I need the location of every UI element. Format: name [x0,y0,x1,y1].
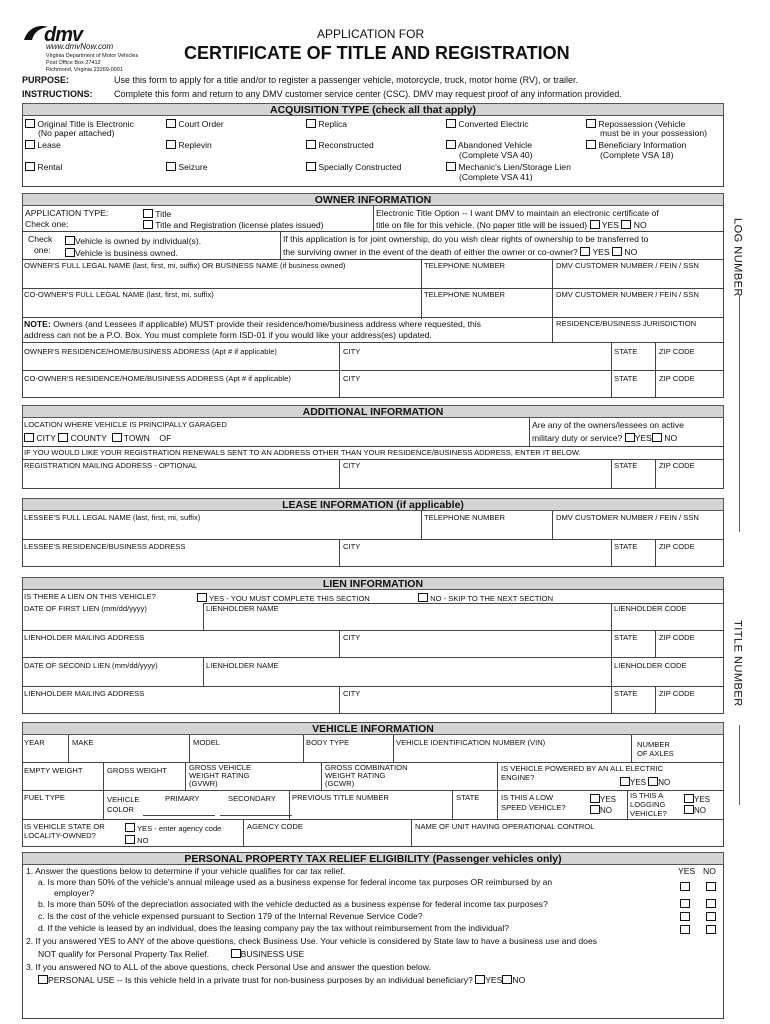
acq-abandoned-sub: (Complete VSA 40) [459,150,533,160]
gross-weight-label: GROSS WEIGHT [107,766,167,775]
gvwr-label-3: (GVWR) [189,779,218,788]
low-speed-yes-checkbox[interactable] [590,794,600,803]
lessee-telephone-label: TELEPHONE NUMBER [424,513,506,522]
military-text-1: Are any of the owners/lessees on active [532,420,684,430]
location-options[interactable]: CITY COUNTY TOWN OF [24,433,171,444]
joint-no-checkbox[interactable] [612,247,622,256]
seizure-checkbox[interactable] [166,162,176,171]
tax-q3: 3. If you answered NO to ALL of the above questions, check Personal Use and answer the question below. [26,962,431,972]
qa-yes-checkbox[interactable] [680,882,690,891]
low-speed-options[interactable]: YES NO [590,794,616,816]
body-label: BODY TYPE [306,738,350,747]
acq-reconstructed[interactable]: Reconstructed [306,140,374,151]
qc-no-checkbox[interactable] [706,912,716,921]
first-holder-code-label: LIENHOLDER CODE [614,604,687,613]
tax-yes-header: YES [678,866,696,876]
owner-addr-label: OWNER'S RESIDENCE/HOME/BUSINESS ADDRESS (Apt # if applicable) [24,347,277,356]
lien-question: IS THERE A LIEN ON THIS VEHICLE? [24,592,156,601]
vin-label: VEHICLE IDENTIFICATION NUMBER (VIN) [396,738,546,747]
tax-qc: c. Is the cost of the vehicle expensed pursuant to Section 179 of the Internal Revenue Service Code? [38,911,423,921]
additional-header: ADDITIONAL INFORMATION [22,405,724,418]
trust-yes-checkbox[interactable] [475,975,485,984]
coowner-addr-label: CO-OWNER'S RESIDENCE/HOME/BUSINESS ADDRESS (Apt # if applicable) [24,374,291,383]
tax-qd: d. If the vehicle is leased by an individual, does the leasing company pay the tax without reimbursement from the individual? [38,923,510,933]
joint-text-1: If this application is for joint ownership, do you wish clear rights of ownership to be transferred to [283,234,649,244]
lien-header: LIEN INFORMATION [22,577,724,590]
owner-city-label: CITY [343,347,361,356]
telephone-label: TELEPHONE NUMBER [424,261,506,270]
app-type-label: APPLICATION TYPE: [25,208,109,218]
loc-town-checkbox[interactable] [112,433,122,442]
coowner-city-label: CITY [343,374,361,383]
logging-options[interactable]: YES NO [684,794,710,816]
owner-header: OWNER INFORMATION [22,193,724,206]
first-holder-zip-label: ZIP CODE [659,633,695,642]
gvwr-label-1: GROSS VEHICLE [189,763,252,772]
agency-city: Richmond, Virginia 23269-0001 [46,67,123,73]
trust-no-checkbox[interactable] [502,975,512,984]
electric-options[interactable]: YES NO [620,777,670,788]
year-label: YEAR [24,738,45,747]
second-holder-zip-label: ZIP CODE [659,689,695,698]
qa-no-checkbox[interactable] [706,882,716,891]
locality-no-checkbox[interactable] [125,835,135,844]
first-holder-addr-label: LIENHOLDER MAILING ADDRESS [24,633,145,642]
prev-title-label: PREVIOUS TITLE NUMBER [292,793,389,802]
gcwr-label-1: GROSS COMBINATION [325,763,408,772]
acq-repo-sub: must be in your possession) [600,128,707,138]
agency-code-label: AGENCY CODE [247,822,303,831]
note-text-1: NOTE: Owners (and Lessees if applicable) MUST provide their residence/home/business address where requested, this [24,319,481,329]
title-reg-checkbox[interactable] [143,220,153,229]
logging-label-2: LOGGING [630,800,666,809]
coowner-state-label: STATE [614,374,638,383]
title-number-label: TITLE NUMBER [731,620,744,707]
loc-county-checkbox[interactable] [58,433,68,442]
co-telephone-label: TELEPHONE NUMBER [424,290,506,299]
tax-qa-2: employer? [54,888,95,898]
acq-abandoned[interactable]: Abandoned Vehicle [446,140,532,151]
jurisdiction-label: RESIDENCE/BUSINESS JURISDICTION [556,319,697,328]
tax-qa-1: a. Is more than 50% of the vehicle's annual mileage used as a business expense for federal income tax purposes OR reimbursed by an [38,877,553,887]
acq-court[interactable]: Court Order [166,119,224,130]
individual-checkbox[interactable] [65,236,75,245]
lease-checkbox[interactable] [25,140,35,149]
gcwr-label-3: (GCWR) [325,779,355,788]
owner-zip-label: ZIP CODE [659,347,695,356]
lessee-addr-label: LESSEE'S RESIDENCE/BUSINESS ADDRESS [24,542,186,551]
one-label: one: [34,245,51,255]
acq-mechanics[interactable]: Mechanic's Lien/Storage Lien [446,162,571,173]
electric-label-2: ENGINE? [501,773,535,782]
model-label: MODEL [193,738,221,747]
qb-no-checkbox[interactable] [706,899,716,908]
acq-converted[interactable]: Converted Electric [446,119,529,130]
etitle-text-2: title on file for this vehicle. (No paper title will be issued) YES NO [376,220,647,230]
second-holder-addr-label: LIENHOLDER MAILING ADDRESS [24,689,145,698]
joint-yes-checkbox[interactable] [580,247,590,256]
first-holder-city-label: CITY [343,633,361,642]
make-label: MAKE [72,738,94,747]
lessee-city-label: CITY [343,542,361,551]
log-number-label: LOG NUMBER [731,218,744,297]
qc-yes-checkbox[interactable] [680,912,690,921]
logo-text: dmv [44,24,83,46]
lessee-state-label: STATE [614,542,638,551]
acq-mechanics-sub: (Complete VSA 41) [459,172,533,182]
acq-beneficiary-sub: (Complete VSA 18) [600,150,674,160]
logging-yes-checkbox[interactable] [684,794,694,803]
acq-beneficiary[interactable]: Beneficiary Information [586,140,686,151]
tax-personal: PERSONAL USE -- Is this vehicle held in a private trust for non-business purposes by an individual beneficiary? YES NO [38,975,525,986]
acq-lease[interactable]: Lease [25,140,61,151]
customer-num-label: DMV CUSTOMER NUMBER / FEIN / SSN [556,261,699,270]
logging-label-3: VEHICLE? [630,809,667,818]
etitle-text-1: Electronic Title Option -- I want DMV to maintain an electronic certificate of [376,208,659,218]
instructions-text: Complete this form and return to any DMV customer service center (CSC). DMV may request proof of any information provided. [114,89,622,99]
low-speed-label-1: IS THIS A LOW [501,793,554,802]
business-option[interactable]: Vehicle is business owned. [65,248,178,259]
electric-yes-checkbox[interactable] [620,777,630,786]
axles-label-2: OF AXLES [637,749,674,758]
gvwr-label-2: WEIGHT RATING [189,771,250,780]
mailing-state-label: STATE [614,461,638,470]
secondary-label: SECONDARY [228,794,276,803]
po-box: Post Office Box 27412 [46,60,101,66]
prev-state-label: STATE [456,793,480,802]
tax-header: PERSONAL PROPERTY TAX RELIEF ELIGIBILITY (Passenger vehicles only) [22,852,724,865]
title-reg-option[interactable]: Title and Registration (license plates issued) [143,220,324,231]
first-lien-date-label: DATE OF FIRST LIEN (mm/dd/yyyy) [24,604,147,613]
reconstructed-checkbox[interactable] [306,140,316,149]
military-no-checkbox[interactable] [652,433,662,442]
low-speed-no-checkbox[interactable] [590,805,600,814]
lien-yes-option[interactable]: YES - YOU MUST COMPLETE THIS SECTION [197,593,370,604]
specially-checkbox[interactable] [306,162,316,171]
replevin-checkbox[interactable] [166,140,176,149]
axles-label-1: NUMBER [637,740,670,749]
acq-original[interactable]: Original Title is Electronic [25,119,134,130]
locality-yes-option[interactable]: YES - enter agency code [125,823,221,834]
acq-seizure[interactable]: Seizure [166,162,208,173]
lien-no-option[interactable]: NO - SKIP TO THE NEXT SECTION [418,593,553,604]
low-speed-label-2: SPEED VEHICLE? [501,803,566,812]
instructions-label: INSTRUCTIONS: [22,89,93,99]
vehicle-header: VEHICLE INFORMATION [22,722,724,735]
co-customer-num-label: DMV CUSTOMER NUMBER / FEIN / SSN [556,290,699,299]
mailing-city-label: CITY [343,461,361,470]
acq-specially[interactable]: Specially Constructed [306,162,402,173]
joint-text-2: the surviving owner in the event of the death of either the owner or co-owner? YES NO [283,247,638,257]
converted-checkbox[interactable] [446,119,456,128]
beneficiary-checkbox[interactable] [586,140,596,149]
empty-weight-label: EMPTY WEIGHT [24,766,83,775]
locality-yes-checkbox[interactable] [125,823,135,832]
primary-label: PRIMARY [165,794,200,803]
second-holder-name-label: LIENHOLDER NAME [206,661,279,670]
personal-use-checkbox[interactable] [38,975,48,984]
qd-no-checkbox[interactable] [706,925,716,934]
military-text-2: military duty or service? YES NO [532,433,678,443]
fuel-label: FUEL TYPE [24,793,65,802]
tax-qb: b. Is more than 50% of the depreciation associated with the vehicle deducted as a business expense for federal income tax purposes? [38,899,548,909]
check-one-label: Check one: [25,219,69,229]
tax-q2-2: NOT qualify for Personal Property Tax Relief. BUSINESS USE [38,949,305,959]
electric-label-1: IS VEHICLE POWERED BY AN ALL ELECTRIC [501,764,664,773]
title-option[interactable]: Title [143,209,171,220]
electric-no-checkbox[interactable] [648,777,658,786]
logo-url: www.dmvNow.com [46,42,114,51]
first-holder-name-label: LIENHOLDER NAME [206,604,279,613]
location-label: LOCATION WHERE VEHICLE IS PRINCIPALLY GARAGED [24,420,227,429]
qd-yes-checkbox[interactable] [680,925,690,934]
repo-checkbox[interactable] [586,119,596,128]
abandoned-checkbox[interactable] [446,140,456,149]
renewals-label: IF YOU WOULD LIKE YOUR REGISTRATION RENEWALS SENT TO AN ADDRESS OTHER THAN YOUR RESIDENCE/BUSINESS ADDRESS, ENTER IT BELOW. [24,448,581,457]
coowner-name-label: CO-OWNER'S FULL LEGAL NAME (last, first, mi, suffix) [24,290,214,299]
business-use-checkbox[interactable] [231,949,241,958]
etitle-yes-checkbox[interactable] [590,220,600,229]
app-for: APPLICATION FOR [317,27,425,41]
check-label: Check [28,234,53,244]
acq-replevin[interactable]: Replevin [166,140,212,151]
lessee-customer-num-label: DMV CUSTOMER NUMBER / FEIN / SSN [556,513,699,522]
coowner-zip-label: ZIP CODE [659,374,695,383]
tax-no-header: NO [703,866,716,876]
title-checkbox[interactable] [143,209,153,218]
acq-replica[interactable]: Replica [306,119,347,130]
second-lien-date-label: DATE OF SECOND LIEN (mm/dd/yyyy) [24,661,158,670]
mailing-zip-label: ZIP CODE [659,461,695,470]
locality-label-1: IS VEHICLE STATE OR [24,822,105,831]
rental-checkbox[interactable] [25,162,35,171]
owner-state-label: STATE [614,347,638,356]
mechanics-checkbox[interactable] [446,162,456,171]
mailing-label: REGISTRATION MAILING ADDRESS - OPTIONAL [24,461,198,470]
dmv-logo [22,22,142,74]
purpose-label: PURPOSE: [22,75,70,85]
unit-name-label: NAME OF UNIT HAVING OPERATIONAL CONTROL [415,822,595,831]
logging-no-checkbox[interactable] [684,805,694,814]
purpose-text: Use this form to apply for a title and/or to register a passenger vehicle, motorcycle, truck, motor home (RV), or trailer. [114,75,579,85]
business-checkbox[interactable] [65,248,75,257]
acq-original-sub: (No paper attached) [38,128,115,138]
military-yes-checkbox[interactable] [625,433,635,442]
lien-yes-checkbox[interactable] [197,593,207,602]
second-holder-code-label: LIENHOLDER CODE [614,661,687,670]
acq-repo[interactable]: Repossession (Vehicle [586,119,685,130]
lessee-name-label: LESSEE'S FULL LEGAL NAME (last, first, mi, suffix) [24,513,201,522]
lessee-zip-label: ZIP CODE [659,542,695,551]
page-title: CERTIFICATE OF TITLE AND REGISTRATION [184,43,570,63]
individual-option[interactable]: Vehicle is owned by individual(s). [65,236,201,247]
locality-no-option[interactable]: NO [125,835,149,846]
acquisition-header: ACQUISITION TYPE (check all that apply) [22,103,724,116]
lien-no-checkbox[interactable] [418,593,428,602]
tax-q1: 1. Answer the questions below to determine if your vehicle qualifies for car tax relief. [26,866,346,876]
logging-label-1: IS THIS A [630,791,664,800]
lease-header: LEASE INFORMATION (if applicable) [22,498,724,511]
qb-yes-checkbox[interactable] [680,899,690,908]
replica-checkbox[interactable] [306,119,316,128]
second-holder-city-label: CITY [343,689,361,698]
locality-label-2: LOCALITY-OWNED? [24,831,96,840]
loc-city-checkbox[interactable] [24,433,34,442]
agency-name: Virginia Department of Motor Vehicles [46,53,139,59]
acq-rental[interactable]: Rental [25,162,62,173]
original-checkbox[interactable] [25,119,35,128]
second-holder-state-label: STATE [614,689,638,698]
court-checkbox[interactable] [166,119,176,128]
color-label-1: VEHICLE [107,795,140,804]
first-holder-state-label: STATE [614,633,638,642]
owner-name-label: OWNER'S FULL LEGAL NAME (last, first, mi, suffix) OR BUSINESS NAME (if business owned) [24,261,346,270]
etitle-no-checkbox[interactable] [621,220,631,229]
tax-q2-1: 2. If you answered YES to ANY of the above questions, check Business Use. Your vehicle is considered by State law to have a business use and does [26,936,598,946]
note-text-2: address can not be a P.O. Box. You must complete form ISD-01 if you would like your address(es) updated. [24,330,432,340]
gcwr-label-2: WEIGHT RATING [325,771,386,780]
color-label-2: COLOR [107,805,135,814]
